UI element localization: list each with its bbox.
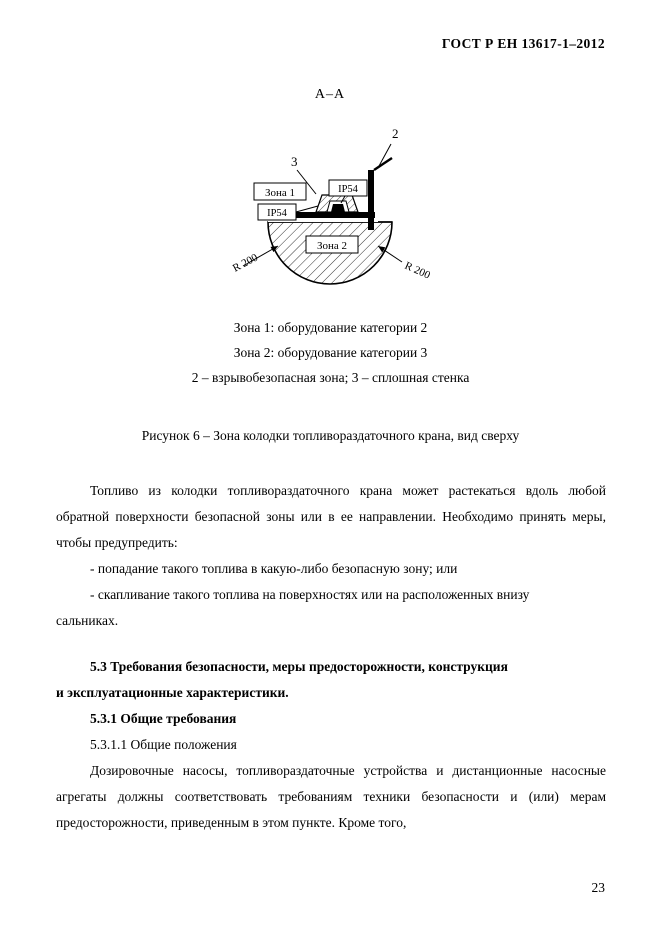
figure-legend-line-3: 2 – взрывобезопасная зона; 3 – сплошная стенка <box>191 370 470 385</box>
figure-legend-line-1: Зона 1: оборудование категории 2 <box>233 320 428 335</box>
list-tail: сальниках. <box>56 613 119 628</box>
paragraph-2: Дозировочные насосы, топливораздаточные устройства и дистанционные насосные агрегаты должны соответствовать требованиям техники безопасности и (или) мерам предосторожности, приведенным в этом пункте. Кроме того, <box>56 763 606 830</box>
paragraph-1: Топливо из колодки топливораздаточного крана может растекаться вдоль любой обратной поверхности безопасной зоны или в ее направлении. Необходимо принять меры, чтобы предупредить: <box>56 483 606 550</box>
heading-5-3-1: 5.3.1 Общие требования <box>90 711 237 726</box>
figure-legend <box>0 315 661 390</box>
figure-legend-line-2: Зона 2: оборудование категории 3 <box>233 345 428 360</box>
svg-text:Зона 2: Зона 2 <box>316 240 348 252</box>
svg-text:3: 3 <box>291 154 298 169</box>
list-item-1: - попадание такого топлива в какую-либо безопасную зону; или <box>90 561 458 576</box>
figure-caption: Рисунок 6 – Зона колодки топливораздаточного крана, вид сверху <box>141 428 520 443</box>
spacer-1 <box>56 634 606 654</box>
svg-text:IP54: IP54 <box>267 208 287 219</box>
svg-text:Зона 1: Зона 1 <box>264 187 296 199</box>
svg-text:R 200: R 200 <box>402 259 432 282</box>
svg-text:2: 2 <box>392 126 399 141</box>
figure-svg <box>0 70 661 300</box>
document-header: ГОСТ Р ЕН 13617-1–2012 <box>441 36 605 51</box>
list-item-2: - скапливание такого топлива на поверхностях или на расположенных внизу <box>90 587 530 602</box>
page-number: 23 <box>591 880 605 895</box>
heading-5-3-line-1: 5.3 Требования безопасности, меры предосторожности, конструкция <box>90 659 508 674</box>
svg-text:IP54: IP54 <box>338 184 358 195</box>
heading-5-3-1-1: 5.3.1.1 Общие положения <box>90 737 237 752</box>
heading-5-3-line-2: и эксплуатационные характеристики. <box>56 685 289 700</box>
figure-6-diagram <box>0 70 661 300</box>
svg-text:R 200: R 200 <box>230 251 260 275</box>
svg-text:А–А: А–А <box>314 87 346 102</box>
document-body <box>56 478 606 836</box>
